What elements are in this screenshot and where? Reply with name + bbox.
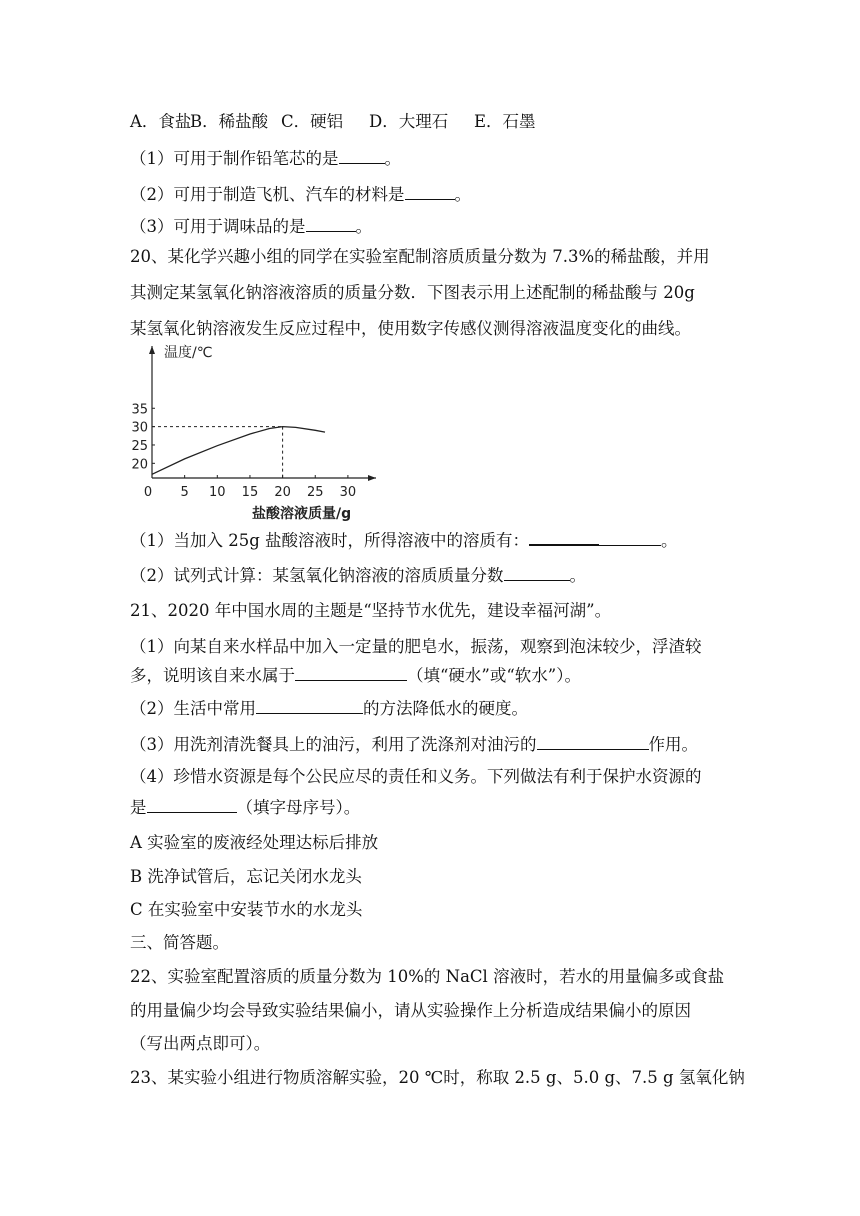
q21-sub4-text: 是 [130,798,147,817]
q21-sub3 [130,733,698,756]
q21-sub2-end: 的方法降低水的硬度。 [363,699,528,718]
q20-sub2 [130,564,586,587]
q19-sub2 [130,183,471,206]
q19-sub3-end: 。 [355,217,372,236]
q21-sub2-text: （2）生活中常用 [130,699,256,718]
q21-sub3-text: （3）用洗剂清洗餐具上的油污，利用了洗涤剂对油污的 [130,735,537,754]
q19-sub2-end: 。 [454,185,471,204]
chart-y-tick-label: 20 [131,457,148,473]
q20-sub2-end: 。 [569,566,586,585]
q20-sub1-text: （1）当加入 25g 盐酸溶液时，所得溶液中的溶质有： [130,531,530,550]
chart-x-tick-label: 15 [241,485,259,500]
q19-option-c: C．硬铝 [281,112,344,131]
q21-option-a: A 实验室的废液经处理达标后排放 [130,833,379,852]
chart-x-tick-label: 0 [143,485,153,500]
q19-sub1-text: （1）可用于制作铅笔芯的是 [130,149,339,168]
q21-sub1-line2 [130,664,581,687]
q20-sub2-text: （2）试列式计算：某氢氧化钠溶液的溶质质量分数 [130,566,504,585]
q23-line1: 23、某实验小组进行物质溶解实验，20 ℃时，称取 2.5 g、5.0 g、7.5 g 氢氧化钠 [130,1068,745,1087]
q20-sub2-blank[interactable] [504,564,570,581]
q22-line1: 22、实验室配置溶质的质量分数为 10%的 NaCl 溶液时，若水的用量偏多或食盐 [130,967,725,986]
chart-y-tick-label: 30 [131,420,148,436]
q21-sub4-blank[interactable] [147,796,237,813]
q19-sub1 [130,147,401,170]
q22-line2: 的用量偏少均会导致实验结果偏小，请从实验操作上分析造成结果偏小的原因 [130,1001,691,1020]
q19-sub3 [130,215,372,238]
q21-sub4-hint: （填字母序号）。 [236,798,361,817]
chart-series-line [152,427,325,475]
q19-sub3-text: （3）可用于调味品的是 [130,217,306,236]
chart-y-axis-arrow [149,346,155,354]
q21-line1: 21、2020 年中国水周的主题是“坚持节水优先，建设幸福河湖”。 [130,601,612,620]
q19-sub1-blank[interactable] [339,147,385,164]
chart-x-tick-label: 25 [306,485,324,500]
q19-sub3-blank[interactable] [306,215,356,232]
chart-x-tick-label: 30 [339,485,357,500]
q19-option-d: D．大理石 [369,112,449,131]
q20-sub1-blank-1[interactable] [529,528,599,546]
chart-x-axis-arrow [368,475,376,481]
q21-option-c: C 在实验室中安装节水的水龙头 [130,900,363,919]
q21-sub3-end: 作用。 [648,735,698,754]
q19-sub1-end: 。 [384,149,401,168]
q20-sub1 [130,528,678,552]
section-heading-3: 三、简答题。 [130,933,229,952]
q19-options [130,111,536,133]
q20-line1: 20、某化学兴趣小组的同学在实验室配制溶质质量分数为 7.3%的稀盐酸，并用 [130,247,710,266]
q21-sub2-blank[interactable] [256,697,363,714]
q21-sub1-line1: （1）向某自来水样品中加入一定量的肥皂水，振荡，观察到泡沫较少，浮渣较 [130,637,702,656]
q21-sub1-text: 多，说明该自来水属于 [130,666,295,685]
q19-option-b: B．稀盐酸 [190,112,269,131]
q21-sub1-blank[interactable] [295,664,407,681]
chart-y-tick-label: 25 [131,438,148,454]
q21-sub4-line1: （4）珍惜水资源是每个公民应尽的责任和义务。下列做法有利于保护水资源的 [130,767,702,786]
q21-sub2 [130,697,528,720]
q21-sub1-hint: （填“硬水”或“软水”）。 [407,666,581,685]
q20-line3: 某氢氧化钠溶液发生反应过程中，使用数字传感仪测得溶液温度变化的曲线。 [130,319,691,338]
q19-option-e: E．石墨 [474,112,536,131]
q22-line3: （写出两点即可）。 [130,1034,271,1053]
q20-line2: 其测定某氢氧化钠溶液溶质的质量分数．下图表示用上述配制的稀盐酸与 20g [130,283,695,302]
q21-sub3-blank[interactable] [537,733,649,750]
chart-x-tick-label: 5 [180,485,189,500]
chart-y-tick-label: 35 [131,402,148,418]
chart-y-axis-label: 温度/℃ [164,345,213,361]
chart-x-axis-label: 盐酸溶液质量/g [252,506,352,522]
q19-sub2-text: （2）可用于制造飞机、汽车的材料是 [130,185,405,204]
q19-sub2-blank[interactable] [405,183,455,200]
q21-option-b: B 洗净试管后，忘记关闭水龙头 [130,867,362,886]
chart-x-tick-label: 20 [274,485,291,500]
q21-sub4-line2 [130,796,360,819]
temperature-chart [128,338,390,524]
q20-sub1-end: 。 [661,531,678,550]
q19-option-a: A．食盐 [130,112,192,131]
q20-sub1-blank-2[interactable] [599,529,661,546]
chart-x-tick-label: 10 [209,485,226,500]
